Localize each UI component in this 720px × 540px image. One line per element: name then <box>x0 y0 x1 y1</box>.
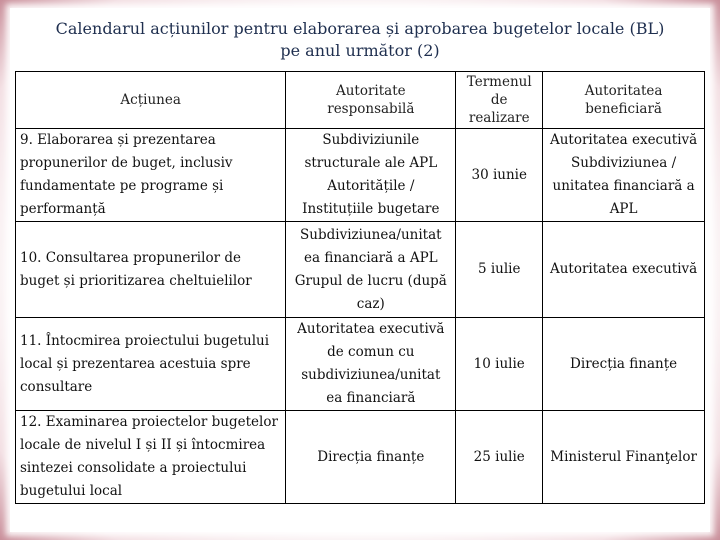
table-row <box>16 318 705 411</box>
authority-cell: Subdiviziunile structurale ale APL Autoritățile / Instituțiile bugetare <box>286 129 456 222</box>
header-beneficiary: Autoritatea beneficiară <box>543 72 705 129</box>
header-action: Acțiunea <box>16 72 286 129</box>
title-line-1: Calendarul acțiunilor pentru elaborarea și aprobarea bugetelor locale (BL) <box>55 19 665 38</box>
table-row <box>16 222 705 318</box>
table-row <box>16 129 705 222</box>
action-cell: 12. Examinarea proiectelor bugetelor locale de nivelul I și II și întocmirea sintezei consolidate a proiectului bugetului local <box>16 411 286 504</box>
authority-cell: Subdiviziunea/unitat ea financiară a APL Grupul de lucru (după caz) <box>286 222 456 318</box>
deadline-cell: 5 iulie <box>456 222 543 318</box>
table-header-row <box>16 72 705 129</box>
deadline-cell: 30 iunie <box>456 129 543 222</box>
table-row <box>16 411 705 504</box>
page-title <box>0 18 720 62</box>
authority-cell: Autoritatea executivă de comun cu subdiviziunea/unitat ea financiară <box>286 318 456 411</box>
budget-calendar-table <box>15 71 705 504</box>
beneficiary-cell: Direcția finanțe <box>543 318 705 411</box>
deadline-cell: 10 iulie <box>456 318 543 411</box>
beneficiary-cell: Autoritatea executivă Subdiviziunea / unitatea financiară a APL <box>543 129 705 222</box>
header-deadline: Termenul de realizare <box>456 72 543 129</box>
header-authority: Autoritate responsabilă <box>286 72 456 129</box>
deadline-cell: 25 iulie <box>456 411 543 504</box>
action-cell: 10. Consultarea propunerilor de buget și prioritizarea cheltuielilor <box>16 222 286 318</box>
action-cell: 9. Elaborarea și prezentarea propunerilor de buget, inclusiv fundamentate pe programe și performanță <box>16 129 286 222</box>
title-line-2: pe anul următor (2) <box>280 41 440 60</box>
authority-cell: Direcția finanțe <box>286 411 456 504</box>
beneficiary-cell: Autoritatea executivă <box>543 222 705 318</box>
action-cell: 11. Întocmirea proiectului bugetului local și prezentarea acestuia spre consultare <box>16 318 286 411</box>
beneficiary-cell: Ministerul Finanţelor <box>543 411 705 504</box>
